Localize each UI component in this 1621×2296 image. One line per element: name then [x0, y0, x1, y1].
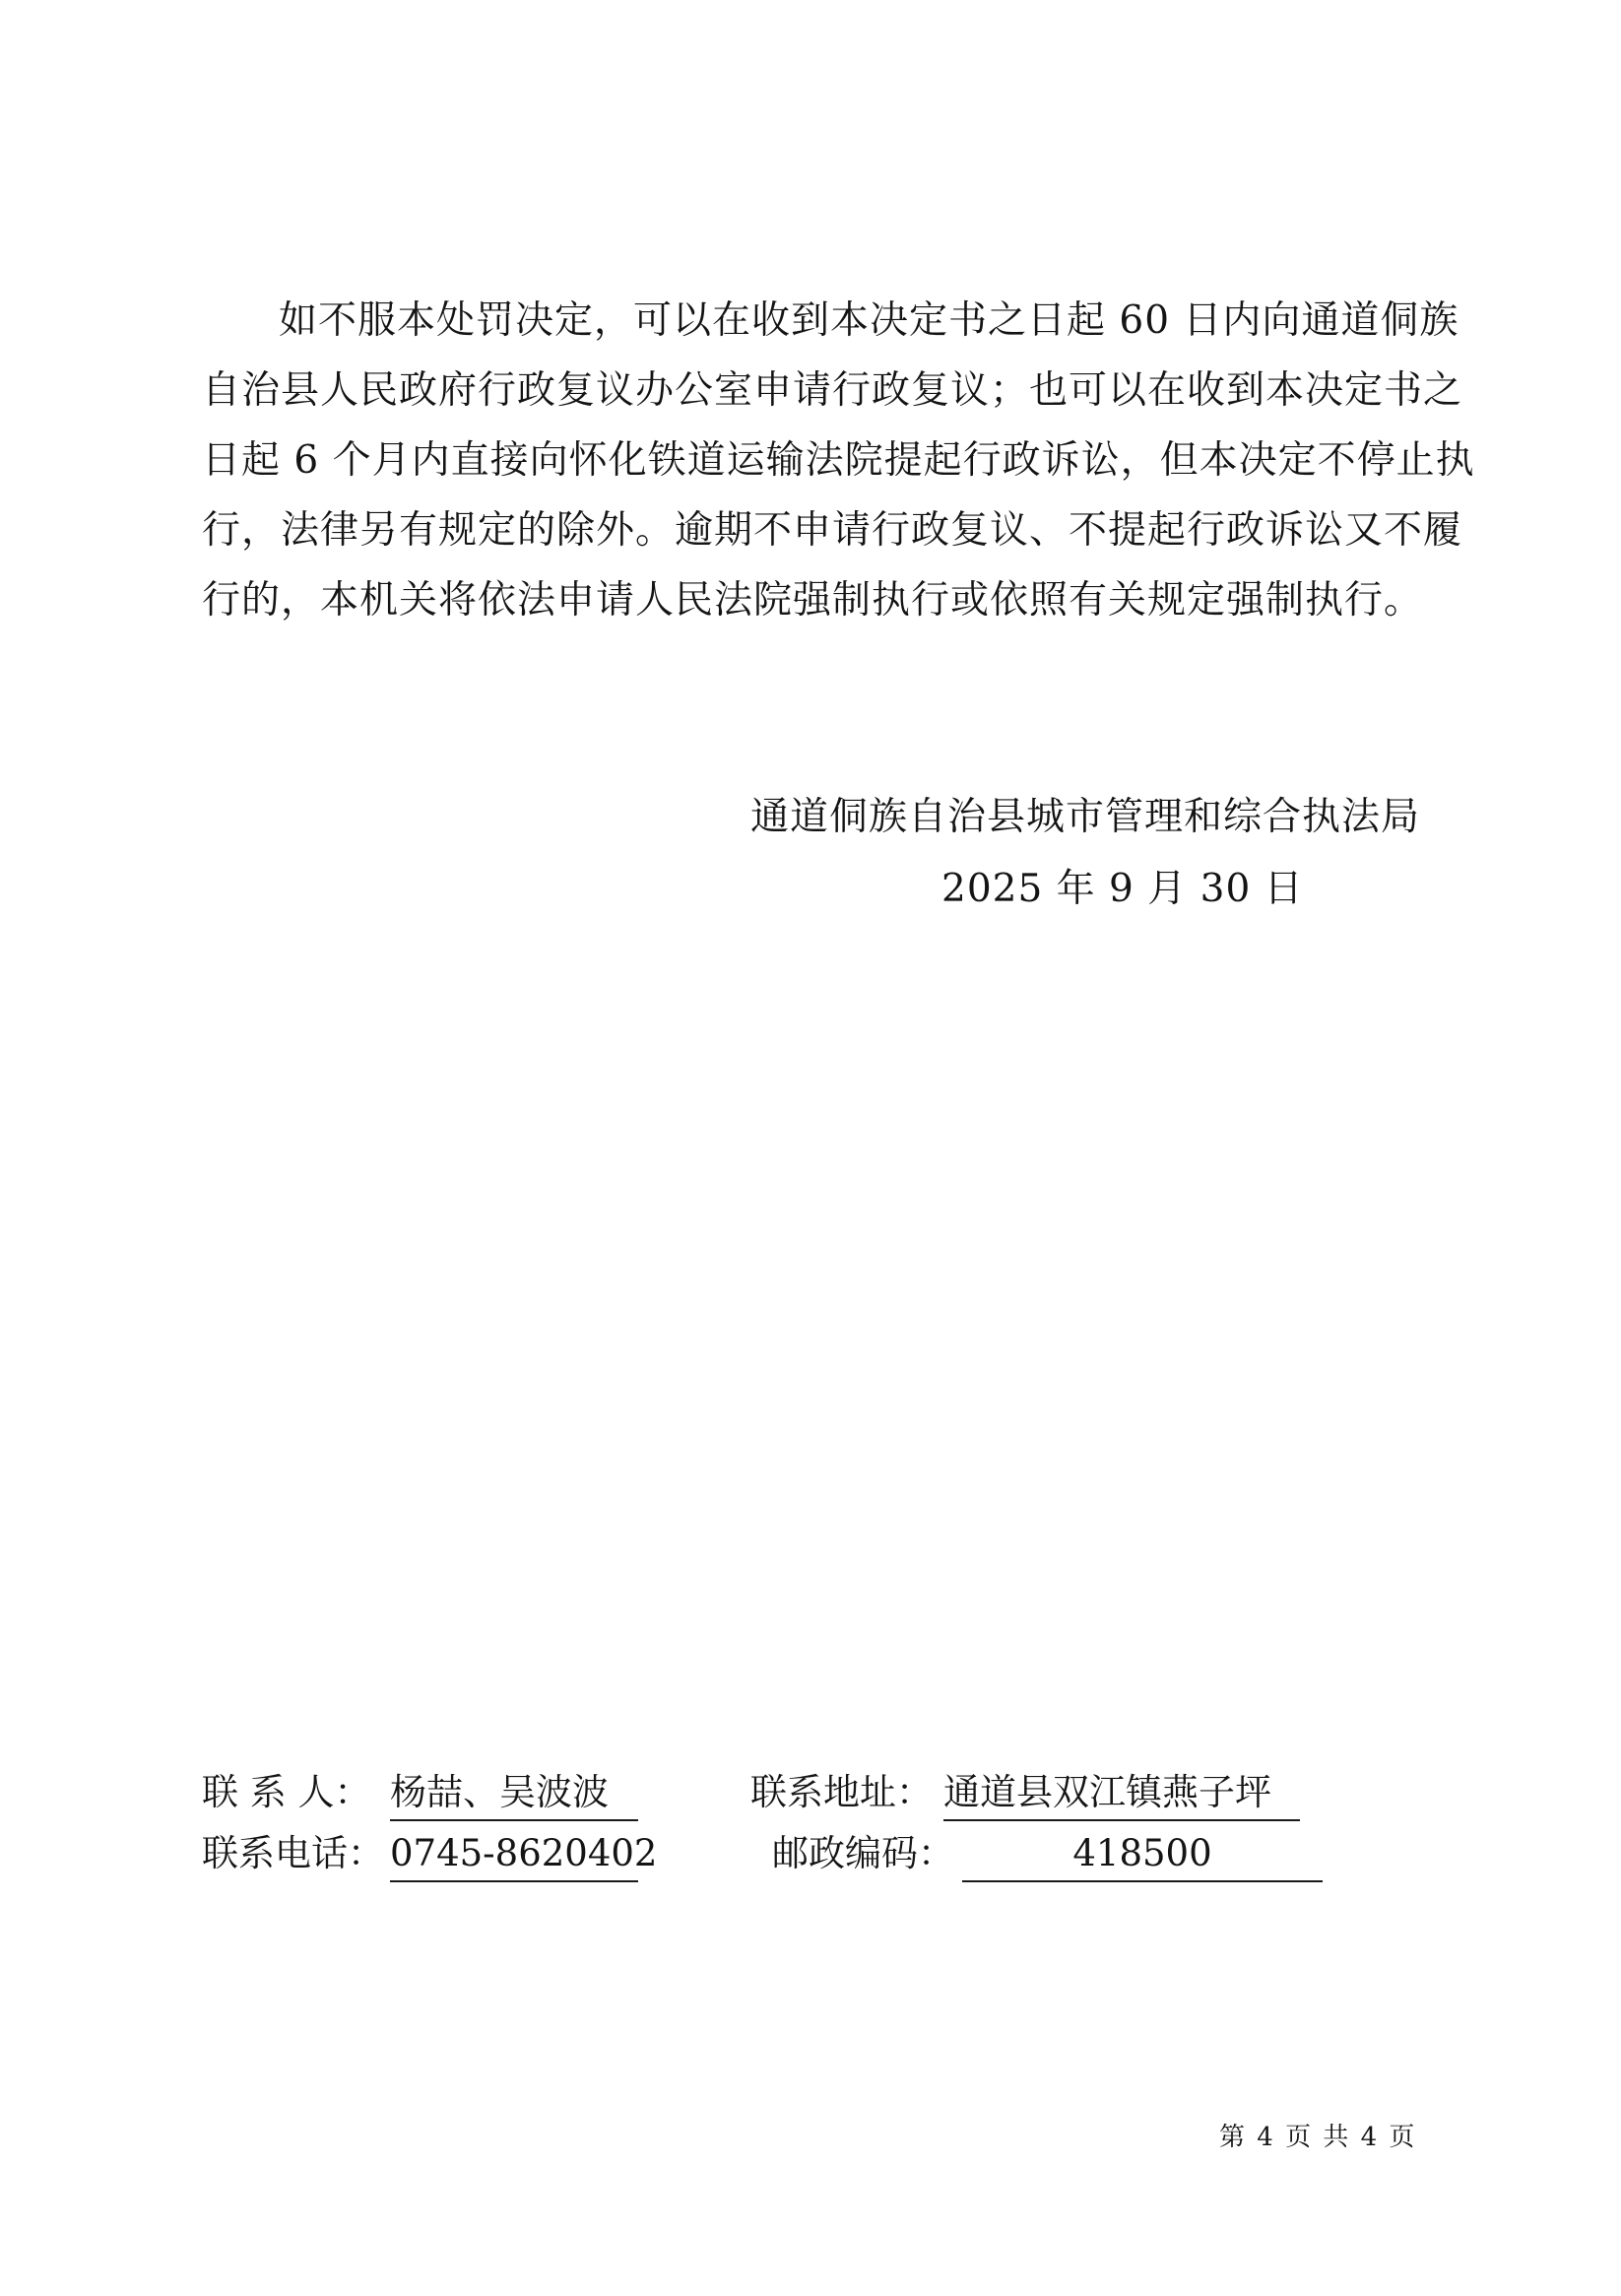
- contact-postcode-label: 邮政编码：: [772, 1832, 954, 1874]
- page-number: 第 4 页 共 4 页: [1219, 2123, 1417, 2152]
- paragraph-line-2: 自治县人民政府行政复议办公室申请行政复议；也可以在收到本决定书之: [202, 368, 1463, 413]
- contact-phone-value: 0745-8620402: [390, 1829, 638, 1882]
- paragraph-line-5: 行的，本机关将依法申请人民法院强制执行或依照有关规定强制执行。: [202, 578, 1424, 623]
- paragraph-line-1: 如不服本处罚决定，可以在收到本决定书之日起 60 日内向通道侗族: [279, 298, 1459, 343]
- contact-postcode-value: 418500: [962, 1829, 1323, 1882]
- contact-person-label: 联 系 人：: [202, 1771, 371, 1813]
- contact-address-label: 联系地址：: [750, 1771, 933, 1813]
- issuing-organization: 通道侗族自治县城市管理和综合执法局: [750, 795, 1421, 839]
- contact-person-value: 杨喆、吴波波: [390, 1768, 638, 1821]
- issue-date: 2025 年 9 月 30 日: [941, 867, 1304, 911]
- contact-address-value: 通道县双江镇燕子坪: [943, 1768, 1300, 1821]
- paragraph-line-3: 日起 6 个月内直接向怀化铁道运输法院提起行政诉讼，但本决定不停止执: [202, 438, 1475, 483]
- paragraph-line-4: 行，法律另有规定的除外。逾期不申请行政复议、不提起行政诉讼又不履: [202, 508, 1463, 553]
- appeal-notice-paragraph: [202, 286, 1475, 635]
- contact-phone-label: 联系电话：: [202, 1832, 384, 1874]
